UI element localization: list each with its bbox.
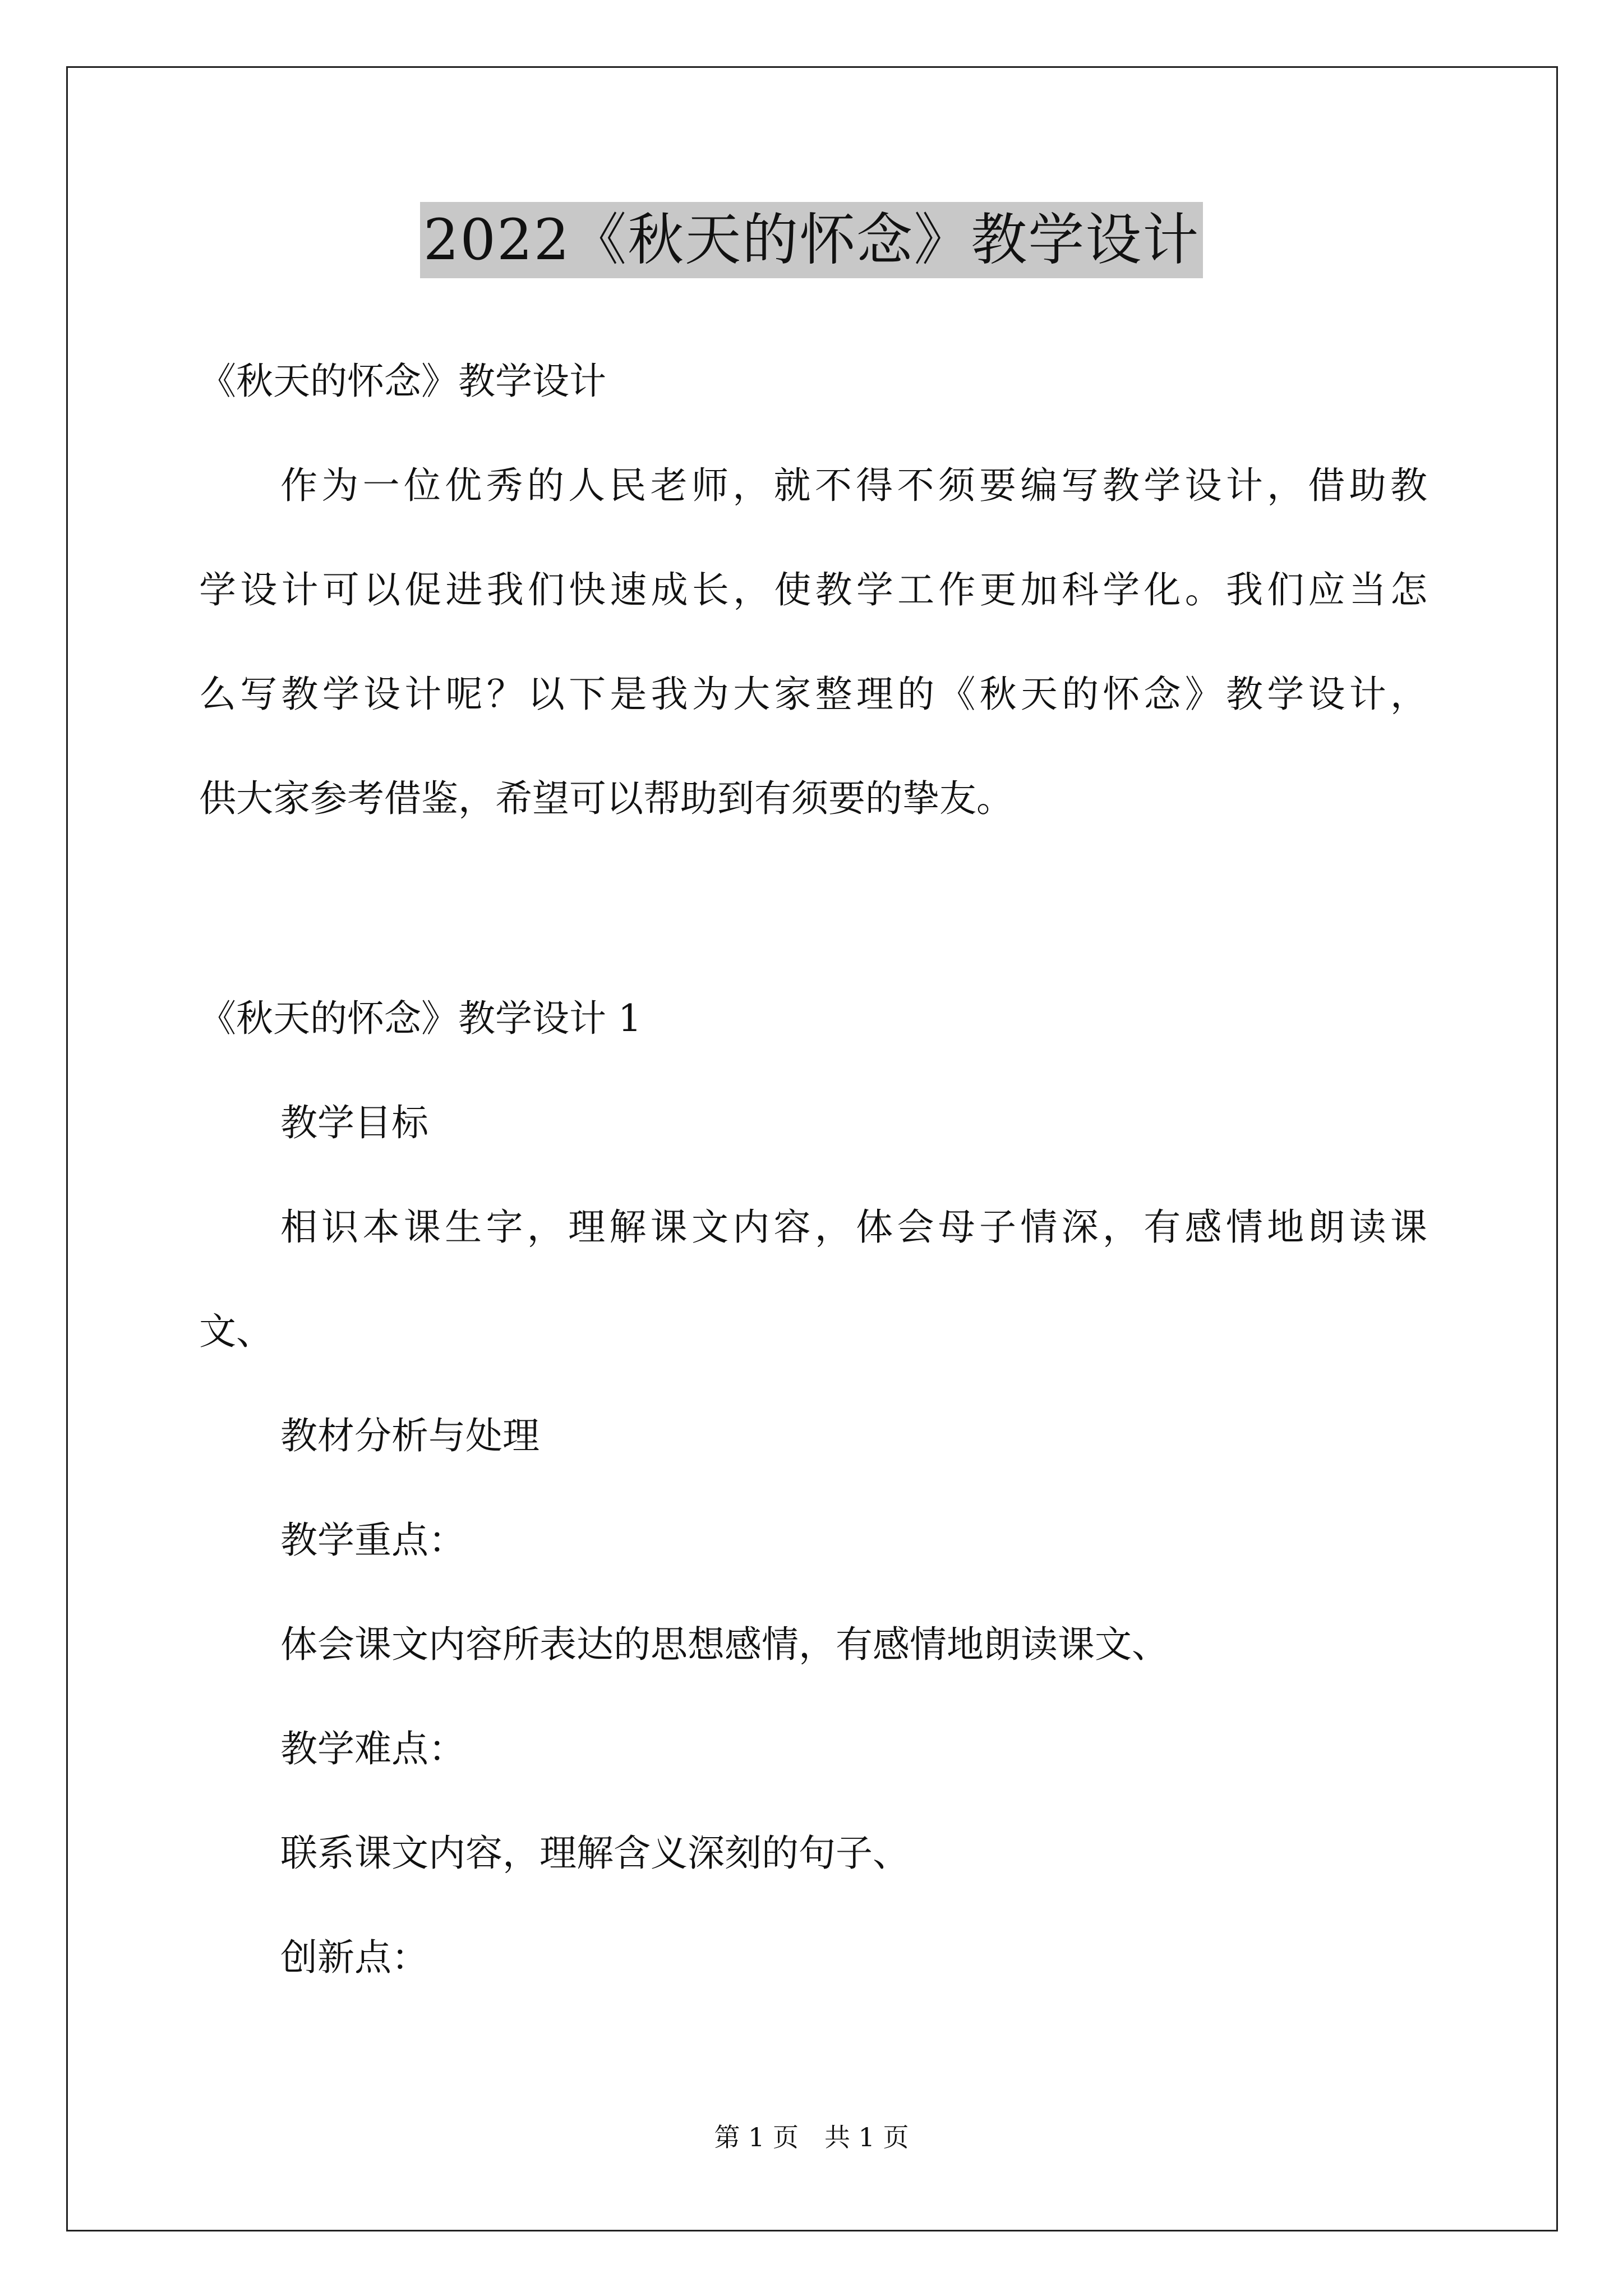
section-heading: 《秋天的怀念》教学设计 1 [199, 997, 642, 1040]
section-line-key-points-detail: 体会课文内容所表达的思想感情，有感情地朗读课文、 [280, 1623, 1169, 1666]
section-line-difficulties-detail: 联系课文内容，理解含义深刻的句子、 [280, 1832, 910, 1875]
intro-line-4: 供大家参考借鉴，希望可以帮助到有须要的挚友。 [199, 777, 1013, 820]
document-title: 2022《秋天的怀念》教学设计 [420, 202, 1204, 278]
section-line-objectives-detail: 相识本课生字，理解课文内容，体会母子情深，有感情地朗读课 [280, 1205, 1427, 1249]
section-line-innovation: 创新点： [280, 1936, 428, 1979]
page-footer: 第 1 页 共 1 页 [714, 2122, 909, 2152]
intro-line-2: 学设计可以促进我们快速成长，使教学工作更加科学化。我们应当怎 [199, 568, 1427, 611]
section-line-analysis: 教材分析与处理 [280, 1414, 540, 1457]
section-line-key-points: 教学重点： [280, 1519, 465, 1562]
section-line-objectives-cont: 文、 [199, 1310, 273, 1353]
section-line-difficulties: 教学难点： [280, 1727, 465, 1770]
intro-line-1: 作为一位优秀的人民老师，就不得不须要编写教学设计，借助教 [280, 464, 1427, 507]
section-line-objectives: 教学目标 [280, 1101, 428, 1144]
title-container [0, 202, 1623, 278]
intro-line-3: 么写教学设计呢？以下是我为大家整理的《秋天的怀念》教学设计， [199, 673, 1427, 716]
document-subtitle: 《秋天的怀念》教学设计 [199, 360, 606, 403]
